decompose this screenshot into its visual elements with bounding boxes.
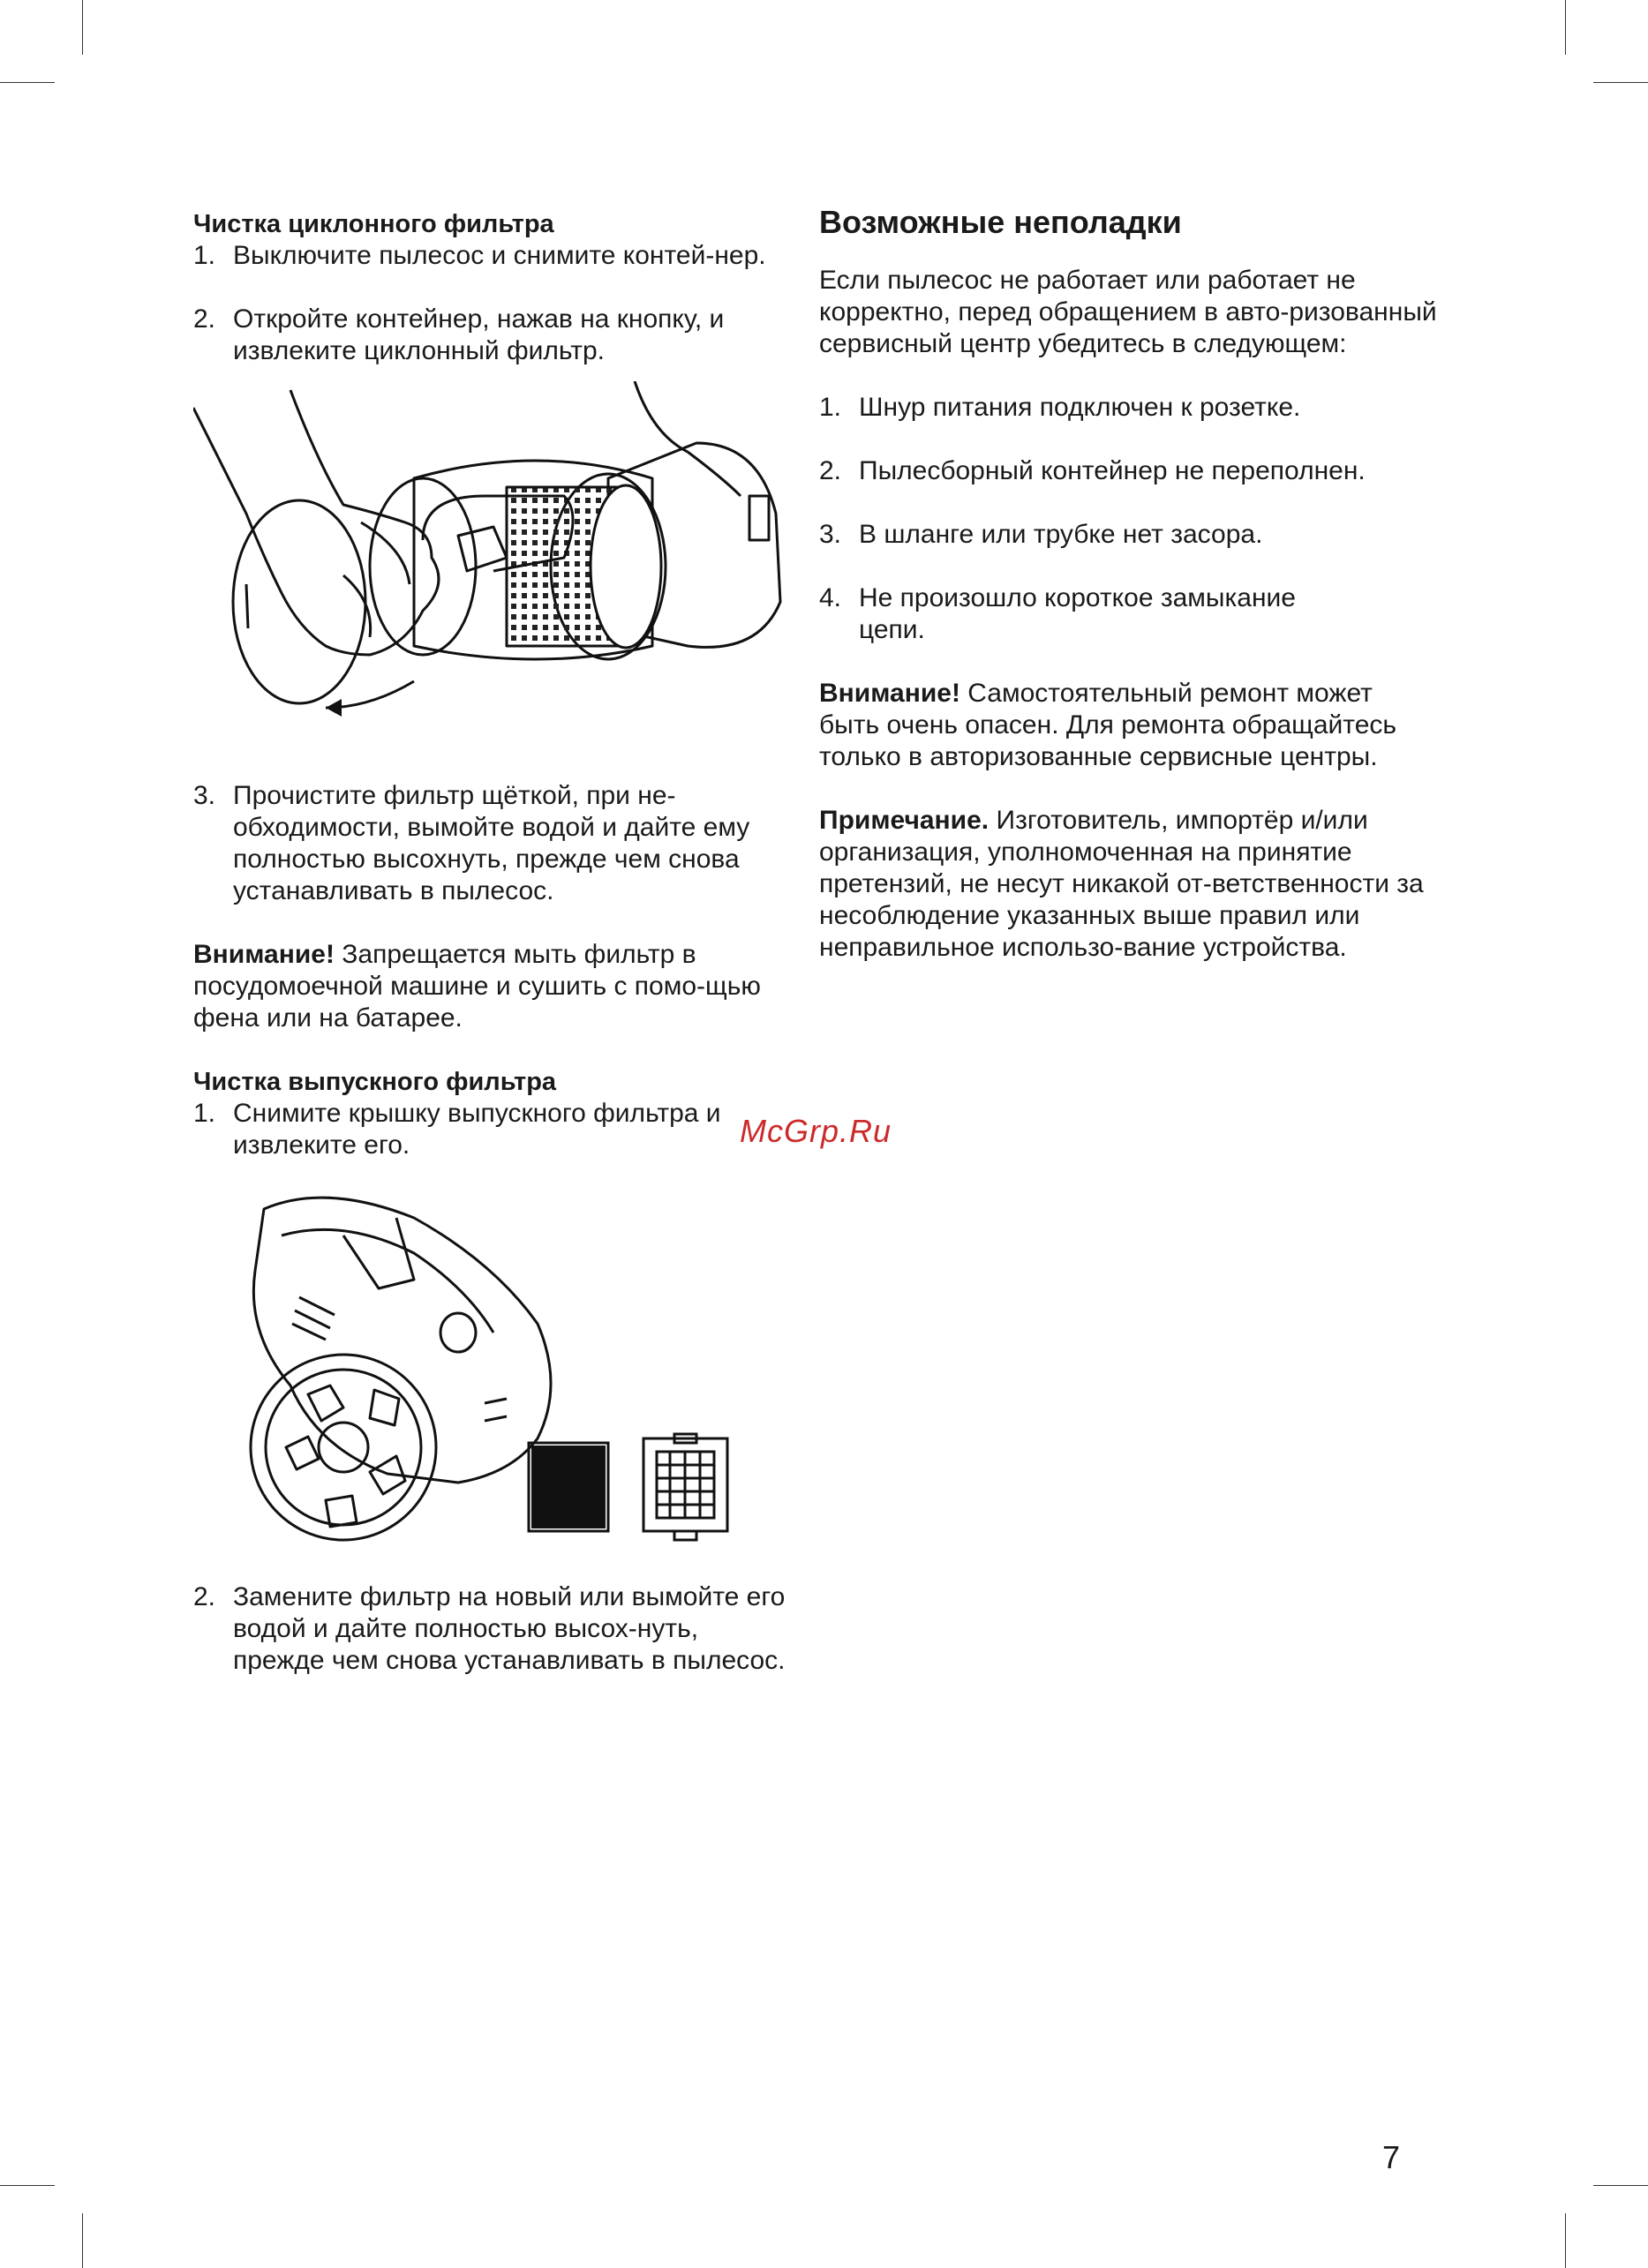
warning-label: Внимание!: [819, 679, 960, 708]
note-label: Примечание.: [819, 806, 990, 835]
list-number: 3.: [193, 781, 216, 810]
list-text: Шнур питания подключен к розетке.: [859, 393, 1301, 422]
crop-mark: [82, 0, 83, 55]
crop-mark: [0, 2185, 55, 2186]
crop-mark: [1593, 2185, 1648, 2186]
list-item: [193, 780, 794, 907]
warning-text: Запрещается мыть фильтр в посудомоечной машине и сушить с помо-щью фена или на батарее.: [193, 940, 761, 1033]
list-text: Прочистите фильтр щёткой, при не-обходимости, вымойте водой и дайте ему полностью высохнуть, прежде чем снова устанавливать в пылесос.: [233, 781, 750, 905]
list-text: Пылесборный контейнер не переполнен.: [859, 456, 1366, 485]
troubleshooting-title: Возможные неполадки: [819, 204, 1182, 240]
list-item: [819, 519, 1437, 551]
list-item: [193, 1098, 794, 1161]
crop-mark: [1565, 2213, 1566, 2268]
crop-mark: [82, 2213, 83, 2268]
right-column: [819, 203, 1437, 964]
crop-mark: [1593, 82, 1648, 83]
cyclone-filter-illustration: [193, 381, 794, 752]
list-text: В шланге или трубке нет засора.: [859, 520, 1263, 549]
list-item: [193, 304, 794, 367]
note-text: Изготовитель, импортёр и/или организация, уполномоченная на принятие претензий, не несут никакой от-ветственности за несоблюдение указанных выше правил или неправильное использо-вание устройства.: [819, 806, 1424, 962]
list-text: Выключите пылесос и снимите контей-нер.: [233, 241, 766, 270]
list-number: 1.: [193, 241, 216, 270]
section-title-exhaust-filter: Чистка выпускного фильтра: [193, 1068, 557, 1096]
list-item: [819, 455, 1437, 487]
list-number: 2.: [193, 304, 216, 334]
list-number: 1.: [193, 1099, 216, 1128]
left-column: [193, 208, 794, 1677]
list-number: 2.: [819, 456, 842, 485]
list-number: 1.: [819, 393, 842, 422]
list-text: Откройте контейнер, нажав на кнопку, и извлеките циклонный фильтр.: [233, 304, 725, 365]
list-text: Замените фильтр на новый или вымойте его водой и дайте полностью высох-нуть, прежде чем снова устанавливать в пылесос.: [233, 1582, 786, 1675]
list-item: [819, 582, 1437, 646]
exhaust-filter-illustration: [193, 1183, 794, 1562]
list-text: Снимите крышку выпускного фильтра и извлеките его.: [233, 1099, 721, 1160]
list-number: 4.: [819, 583, 842, 612]
list-item: [193, 240, 794, 272]
crop-mark: [1565, 0, 1566, 55]
list-number: 3.: [819, 520, 842, 549]
section-title-cyclone-filter: Чистка циклонного фильтра: [193, 210, 554, 238]
watermark: McGrp.Ru: [740, 1113, 892, 1149]
warning-paragraph: [193, 939, 794, 1034]
warning-text: Самостоятельный ремонт может быть очень опасен. Для ремонта обращайтесь только в авторизованные сервисные центры.: [819, 679, 1397, 771]
page-number: 7: [1382, 2139, 1401, 2175]
warning-paragraph: [819, 678, 1437, 773]
list-item: [819, 392, 1437, 424]
troubleshooting-intro: Если пылесос не работает или работает не корректно, перед обращением в авто-ризованный сервисный центр убедитесь в следующем:: [819, 266, 1437, 358]
list-text: Не произошло короткое замыкание цепи.: [859, 583, 1296, 644]
note-paragraph: [819, 805, 1437, 964]
warning-label: Внимание!: [193, 940, 335, 969]
list-number: 2.: [193, 1582, 216, 1611]
crop-mark: [0, 82, 55, 83]
list-item: [193, 1581, 794, 1677]
